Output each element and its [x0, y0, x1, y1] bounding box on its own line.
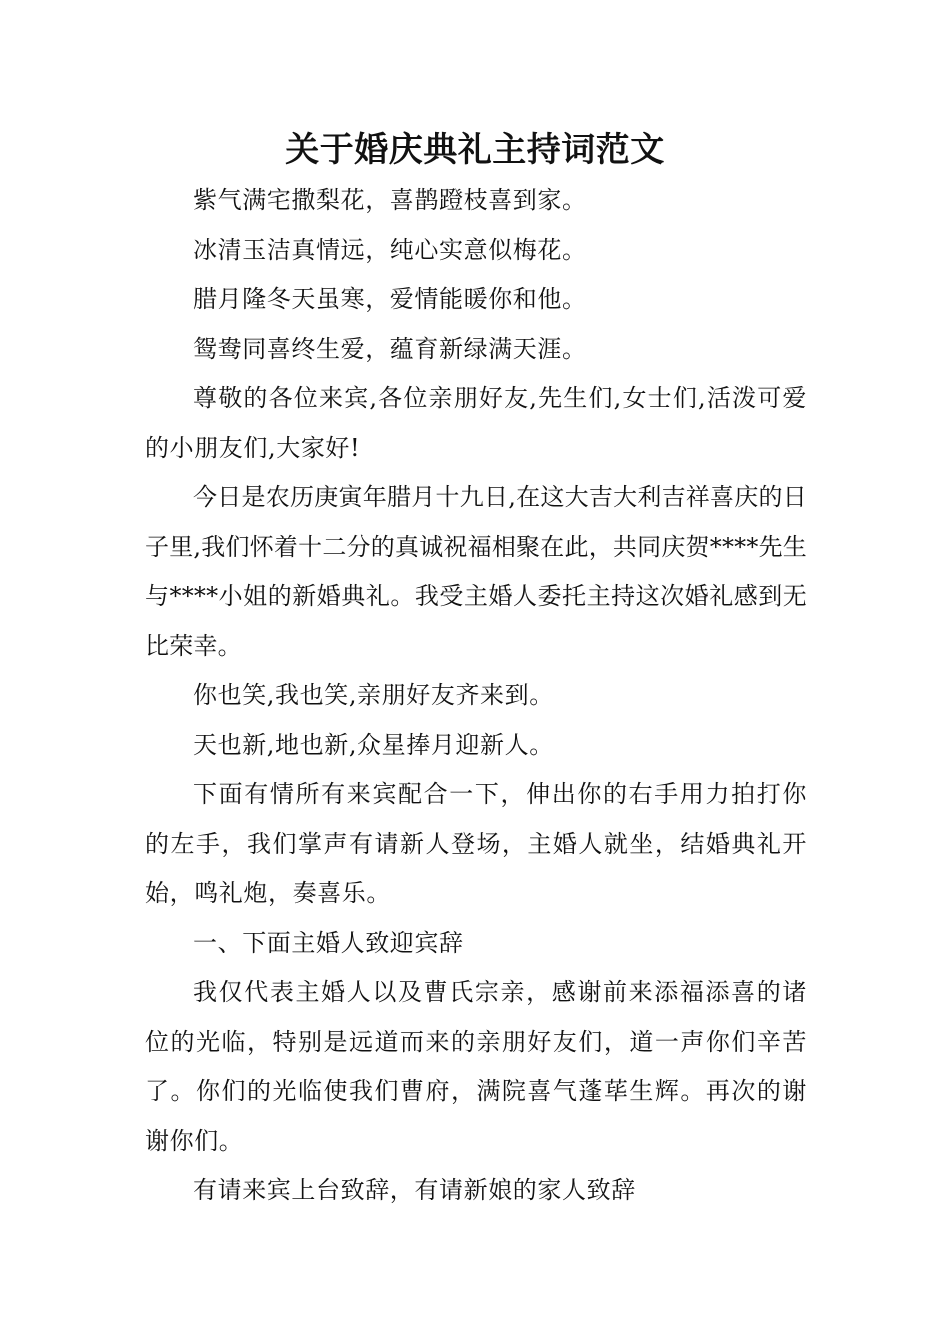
paragraph-applause: 下面有情所有来宾配合一下，伸出你的右手用力拍打你的左手，我们掌声有请新人登场，主婚人就坐，结婚典礼开始，鸣礼炮，奏喜乐。	[145, 780, 807, 907]
paragraph-poem-line-4: 鸳鸯同喜终生爱，蕴育新绿满天涯。	[193, 334, 587, 363]
paragraph-verse-2: 天也新,地也新,众星捧月迎新人。	[193, 730, 554, 759]
document-body	[145, 176, 807, 1216]
paragraph-poem-line-1: 紫气满宅撒梨花，喜鹊蹬枝喜到家。	[193, 186, 587, 214]
paragraph-poem-line-3: 腊月隆冬天虽寒，爱情能暖你和他。	[193, 285, 587, 313]
paragraph-guest-speech: 有请来宾上台致辞，有请新娘的家人致辞	[193, 1176, 636, 1204]
paragraph-greeting: 尊敬的各位来宾,各位亲朋好友,先生们,女士们,活泼可爱的小朋友们,大家好!	[145, 384, 807, 462]
paragraph-welcome-speech: 我仅代表主婚人以及曹氏宗亲，感谢前来添福添喜的诸位的光临，特别是远道而来的亲朋好友们，道一声你们辛苦了。你们的光临使我们曹府，满院喜气蓬荜生辉。再次的谢谢你们。	[145, 978, 807, 1155]
paragraph-poem-line-2: 冰清玉洁真情远，纯心实意似梅花。	[193, 235, 587, 264]
document-title: 关于婚庆典礼主持词范文	[285, 130, 665, 170]
section-heading-welcome-speech: 一、下面主婚人致迎宾辞	[193, 928, 464, 957]
paragraph-opening: 今日是农历庚寅年腊月十九日,在这大吉大利吉祥喜庆的日子里,我们怀着十二分的真诚祝福相聚在此，共同庆贺****先生与****小姐的新婚典礼。我受主婚人委托主持这次婚礼感到无比荣幸。	[145, 483, 807, 660]
paragraph-verse-1: 你也笑,我也笑,亲朋好友齐来到。	[193, 681, 554, 709]
